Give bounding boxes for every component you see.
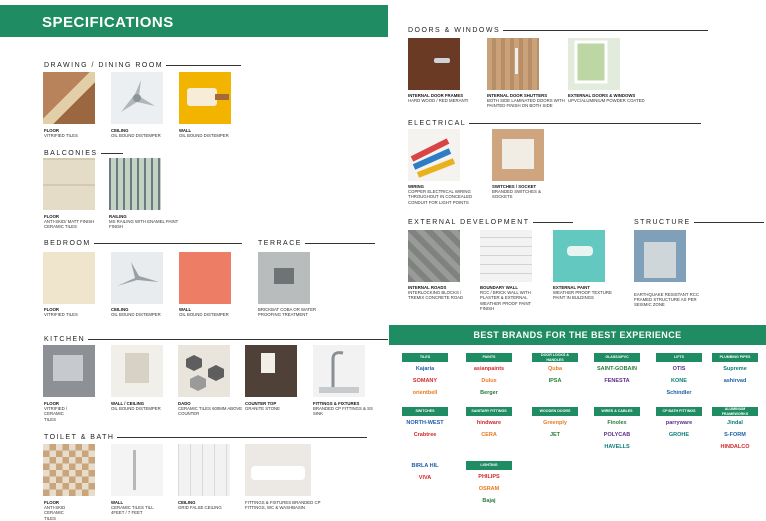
brand-logo: orientbell: [412, 390, 438, 396]
brand-category-label: ALUMINIUM FRAMEWORKS: [712, 407, 758, 416]
section-doors: DOORS & WINDOWS: [408, 27, 708, 34]
brand-logo: S-FORM: [724, 432, 746, 438]
brand-logo: BIRLA HIL: [411, 463, 439, 469]
bedroom-floor-caption: FLOOR VITRIFIED TILES: [44, 307, 78, 318]
brand-logo: Kajaria: [415, 366, 435, 372]
brand-logo: GROHE: [668, 432, 690, 438]
terrace-caption: BRICKBAT COBA OR WATER PROOFING TREATMENT: [258, 307, 317, 318]
switch-socket-caption: SWITCHES / SOCKET BRANDED SWITCHES & SOCKETS: [492, 184, 541, 200]
counter-top-caption: COUNTER TOP GRANITE STONE: [245, 401, 281, 412]
brand-logo: OSRAM: [478, 486, 500, 492]
brand-category: [466, 353, 512, 400]
brand-logo: JET: [549, 432, 561, 438]
internal-roads-caption: INTERNAL ROADS INTERLOCKING BLOCKS / TREMIX CONCRETE ROAD: [408, 285, 464, 301]
brand-category: [656, 353, 702, 400]
brand-logo: KONE: [671, 378, 687, 384]
brand-category: [712, 353, 758, 388]
brand-category: [402, 407, 448, 442]
brand-logo: PHILIPS: [478, 474, 500, 480]
brand-logo: Dulux: [481, 378, 497, 384]
brand-category: [594, 407, 640, 454]
brand-category-label: DOOR LOCKS & HANDLES: [532, 353, 578, 362]
brand-logo: Quba: [547, 366, 563, 372]
brand-category: [402, 353, 448, 400]
door-frame-caption: INTERNAL DOOR FRAMES HARD WOOD / RED MERANTI: [408, 93, 469, 104]
external-paint-caption: EXTERNAL PAINT WEATHER PROOF TEXTURE PAINT IN BULDINGS: [553, 285, 612, 301]
bedroom-floor-image: [43, 252, 95, 304]
kitchen-wall-caption: WALL / CEILING OIL BOUND DISTEMPER: [111, 401, 161, 412]
brand-category-label: GLASS/UPVC: [594, 353, 640, 362]
structure-caption: EARTHQUAKE RESISTANT RCC FRAMED STRUCTURE AS PER SEISMIC ZONE: [634, 292, 699, 308]
kitchen-fittings-caption: FITTINGS & FIXTURES BRANDED CP FITTINGS & SS SINK: [313, 401, 373, 417]
brand-logo: NORTH-WEST: [406, 420, 444, 426]
brand-logo: SOMANY: [412, 378, 438, 384]
brand-category: [656, 407, 702, 442]
brand-logo: CERA: [481, 432, 497, 438]
ceiling-fan-image: [111, 72, 163, 124]
counter-top-image: [245, 345, 297, 397]
balcony-floor-caption: FLOOR ANTI-SKID/ MATT FINISH CERAMIC TILES: [44, 214, 95, 230]
brand-category: [466, 461, 512, 508]
brand-logo: SAINT-GOBAIN: [596, 366, 638, 372]
kitchen-floor-caption: FLOOR VITRIFIED / CERAMIC TILES: [44, 401, 68, 422]
toilet-wall-caption: WALL CERAMIC TILES TILL 4FEET / 7 FEET: [111, 500, 154, 516]
brands-banner: [389, 325, 766, 345]
wiring-caption: WIRING COPPER ELECTRICAL WIRING THROUGHOUT IN CONCEALED CONDUIT FOR LIGHT POINTS: [408, 184, 473, 205]
brand-category-label: TILES: [402, 353, 448, 362]
specifications-banner: [0, 5, 388, 37]
brand-category-label: LIGHTING: [466, 461, 512, 470]
brand-logo: Finolex: [607, 420, 627, 426]
drawing-wall-caption: WALL OIL BOUND DISTEMPER: [179, 128, 229, 139]
toilet-ceiling-caption: CEILING GRID FALSE CEILING: [178, 500, 222, 511]
brand-logo: OTIS: [672, 366, 686, 372]
kitchen-wall-image: [111, 345, 163, 397]
drawing-ceiling-caption: CEILING OIL BOUND DISTEMPER: [111, 128, 161, 139]
section-external: EXTERNAL DEVELOPMENT: [408, 219, 573, 226]
brand-logo: FENESTA: [604, 378, 630, 384]
section-kitchen: KITCHEN: [44, 336, 388, 343]
brands-title: BEST BRANDS FOR THE BEST EXPERIENCE: [473, 330, 682, 340]
brand-logo: Jindal: [727, 420, 743, 426]
brand-category-label: PLUMBING PIPES: [712, 353, 758, 362]
brand-logo: Schindler: [666, 390, 692, 396]
bedroom-wall-image: [179, 252, 231, 304]
internal-roads-image: [408, 230, 460, 282]
brand-logo: HINDALCO: [720, 444, 750, 450]
floor-tile-image: [43, 72, 95, 124]
brand-category-label: PAINTS: [466, 353, 512, 362]
boundary-wall-image: [480, 230, 532, 282]
toilet-wall-image: [111, 444, 163, 496]
brand-category-label: SWITCHES: [402, 407, 448, 416]
bedroom-ceiling-caption: CEILING OIL BOUND DISTEMPER: [111, 307, 161, 318]
brand-category-label: LIFTS: [656, 353, 702, 362]
brand-logo: Crabtree: [413, 432, 437, 438]
section-electrical: ELECTRICAL: [408, 120, 701, 127]
section-balconies: BALCONIES: [44, 150, 123, 157]
external-paint-image: [553, 230, 605, 282]
wiring-image: [408, 129, 460, 181]
kitchen-floor-image: [43, 345, 95, 397]
brand-logo: HAVELLS: [604, 444, 630, 450]
brand-logo: ashirvad: [723, 378, 747, 384]
door-shutter-image: [487, 38, 539, 90]
brand-category: [532, 407, 578, 442]
brand-logo: IPSA: [548, 378, 562, 384]
brand-category-label: WIRES & CABLES: [594, 407, 640, 416]
brand-category-label: SANITARY FITTINGS: [466, 407, 512, 416]
balcony-floor-image: [43, 158, 95, 210]
brand-category: [466, 407, 512, 442]
kitchen-dado-image: [178, 345, 230, 397]
kitchen-dado-caption: DADO CERAMIC TILES 600MM ABOVE COUNTER: [178, 401, 243, 417]
boundary-wall-caption: BOUNDARY WALL RCC / BRICK WALL WITH PLASTER & EXTERNAL WEATHER PROOF PAINT FINISH: [480, 285, 532, 311]
brand-category: [402, 461, 448, 485]
toilet-floor-caption: FLOOR ANTI-SKID CERAMIC TILES: [44, 500, 66, 521]
switch-socket-image: [492, 129, 544, 181]
structure-image: [634, 230, 686, 282]
toilet-ceiling-image: [178, 444, 230, 496]
brand-logo: Supreme: [723, 366, 747, 372]
paint-brush-image: [179, 72, 231, 124]
brand-logo: Greenply: [543, 420, 567, 426]
brand-logo: VIVA: [418, 475, 432, 481]
door-shutter-caption: INTERNAL DOOR SHUTTERS BOTH SIDE LAMINATED DOORS WITH PAINTED FINISH ON BOTH SIDE: [487, 93, 565, 109]
brand-category: [594, 353, 640, 388]
door-frame-image: [408, 38, 460, 90]
external-window-caption: EXTERNAL DOORS & WINDOWS UPVC/ALUMINIUM POWDER COATED: [568, 93, 645, 104]
section-drawing: DRAWING / DINING ROOM: [44, 62, 241, 69]
section-terrace: TERRACE: [258, 240, 375, 247]
bedroom-ceiling-fan-image: [111, 252, 163, 304]
brand-logo: Berger: [480, 390, 498, 396]
section-toilet: TOILET & BATH: [44, 434, 367, 441]
brand-category: [532, 353, 578, 388]
page-title: SPECIFICATIONS: [42, 14, 174, 31]
brand-logo: POLYCAB: [603, 432, 631, 438]
bedroom-wall-caption: WALL OIL BOUND DISTEMPER: [179, 307, 229, 318]
toilet-fittings-caption: FITTINGS & FIXTURES BRANDED CP FITTINGS, WC & WASHBASIN: [245, 500, 321, 511]
external-window-image: [568, 38, 620, 90]
railing-image: [109, 158, 161, 210]
brand-category-label: WOODEN DOORS: [532, 407, 578, 416]
brand-logo: parryware: [665, 420, 693, 426]
toilet-fittings-image: [245, 444, 311, 496]
brand-category: [712, 407, 758, 454]
brand-logo: hindware: [476, 420, 502, 426]
toilet-floor-image: [43, 444, 95, 496]
balcony-railing-caption: RAILING MS RAILING WITH ENAMEL PAINT FINISH: [109, 214, 179, 230]
section-bedroom: BEDROOM: [44, 240, 242, 247]
brand-category-label: CP BATH FITTINGS: [656, 407, 702, 416]
section-structure: STRUCTURE: [634, 219, 764, 226]
kitchen-fittings-image: [313, 345, 365, 397]
drawing-floor-caption: FLOOR VITRIFIED TILES: [44, 128, 78, 139]
terrace-image: [258, 252, 310, 304]
brand-logo: asianpaints: [473, 366, 505, 372]
brand-logo: Bajaj: [482, 498, 496, 504]
